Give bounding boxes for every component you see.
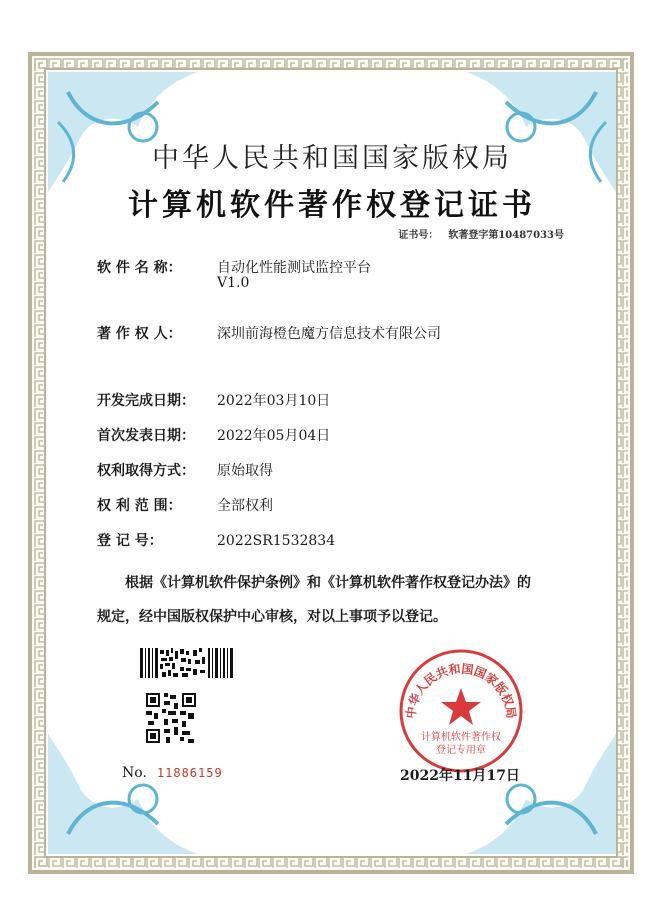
field-label: 权 利 范 围： [97,498,182,514]
field-value: 原始取得 [217,463,273,479]
issuing-authority: 中华人民共和国国家版权局 [152,143,512,174]
field-label: 著 作 权 人： [97,326,182,342]
field-development-date [97,390,330,410]
corner-ornament-bottom-left [48,734,198,854]
certificate-number-value: 软著登字第10487033号 [448,230,564,241]
statement-line-2: 规定，经中国版权保护中心审核，对以上事项予以登记。 [97,609,447,625]
certificate-number-label: 证书号： [398,230,439,241]
field-software-name [97,257,371,277]
field-label: 开发完成日期： [97,393,195,409]
field-acquisition-method [97,460,273,480]
field-label: 权利取得方式： [97,463,195,479]
document-title: 计算机软件著作权登记证书 [128,188,536,223]
field-label: 登 记 号： [97,533,163,549]
field-label: 软 件 名 称： [97,260,182,276]
seal-outer-text: 中华人民共和国国家版权局 [403,661,519,720]
serial-number-value: 11886159 [156,766,223,780]
barcode-image [140,648,233,678]
field-software-version [217,275,249,291]
field-value-version: V1.0 [217,275,250,291]
seal-inner-line-2: 登记专用章 [436,745,486,756]
field-publication-date [97,425,330,445]
serial-number [122,765,223,781]
certificate-number [398,226,564,241]
field-value: 2022年03月10日 [217,393,331,409]
serial-number-label: No. [122,765,147,781]
field-value: 全部权利 [217,498,273,514]
field-value: 2022SR1532834 [217,533,336,549]
issue-date: 2022年11月17日 [400,768,520,784]
field-value: 自动化性能测试监控平台 [217,260,371,276]
field-registration-number [97,530,335,550]
seal-inner-text [396,731,526,757]
field-rights-scope [97,495,273,515]
qr-code-image [146,693,196,743]
field-value: 深圳前海橙色魔方信息技术有限公司 [217,326,441,342]
statement-line-1: 根据《计算机软件保护条例》和《计算机软件著作权登记办法》的 [125,575,531,591]
field-copyright-owner [97,323,441,343]
field-label: 首次发表日期： [97,428,195,444]
field-value: 2022年05月04日 [217,428,331,444]
seal-inner-line-1: 计算机软件著作权 [421,732,501,743]
